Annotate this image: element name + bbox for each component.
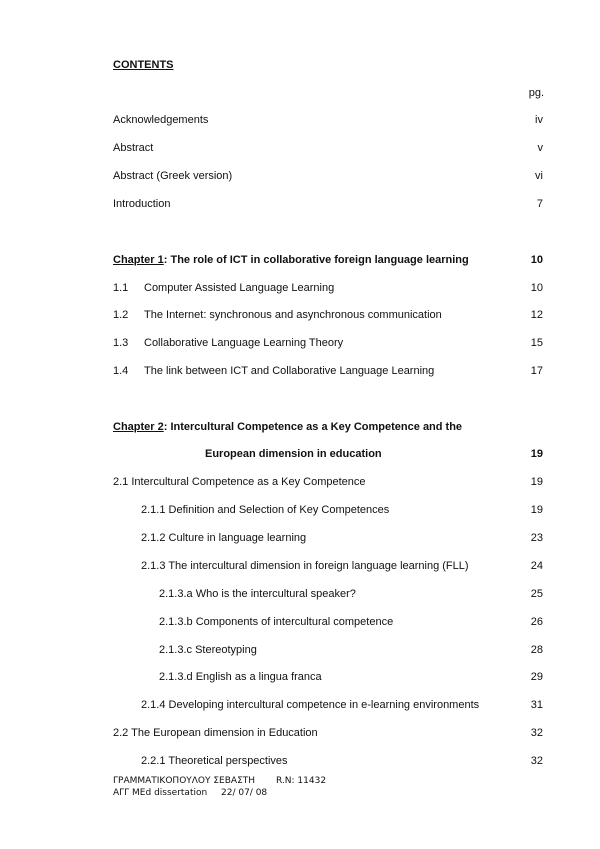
toc-entry	[0, 169, 600, 183]
page-column-label: pg.	[528, 87, 544, 99]
contents-heading-row	[0, 58, 600, 72]
toc-entry-page: 32	[530, 755, 543, 767]
toc-entry-page: 26	[530, 616, 543, 628]
footer-date: 22/ 07/ 08	[221, 788, 268, 798]
toc-entry-title: 2.1.3 The intercultural dimension in foreign language learning (FLL)	[141, 560, 469, 572]
toc-entry-title: Abstract (Greek version)	[113, 170, 233, 182]
toc-entry-page: 19	[530, 504, 543, 516]
toc-entry-page: 24	[530, 560, 543, 572]
toc-entry-number: 1.4	[113, 365, 129, 377]
toc-entry-title: 2.1.3.d English as a lingua franca	[159, 671, 322, 683]
toc-entry-page: 19	[530, 476, 543, 488]
toc-entry-page: 10	[530, 282, 543, 294]
toc-entry-title: Acknowledgements	[113, 114, 209, 126]
toc-entry	[0, 308, 600, 322]
chapter-1-heading	[0, 253, 600, 267]
chapter-1-label: Chapter 1	[113, 254, 164, 266]
chapter-1-title-group	[113, 253, 469, 267]
toc-entry	[0, 475, 600, 489]
toc-entry	[0, 503, 600, 517]
toc-entry-title: 2.1 Intercultural Competence as a Key Competence	[113, 476, 366, 488]
toc-entry-title: Introduction	[113, 198, 171, 210]
toc-entry-title: 2.1.4 Developing intercultural competence in e-learning environments	[141, 699, 480, 711]
toc-entry-title: 2.1.2 Culture in language learning	[141, 532, 307, 544]
toc-entry	[0, 141, 600, 155]
toc-entry-page: 23	[530, 532, 543, 544]
toc-entry-number: 1.1	[113, 282, 129, 294]
toc-entry-title: 2.1.1 Definition and Selection of Key Competences	[141, 504, 390, 516]
chapter-2-heading-line2	[0, 447, 600, 461]
footer-program: ΑΓΓ MEd dissertation	[113, 788, 208, 798]
chapter-2-title-line2: European dimension in education	[205, 448, 382, 460]
toc-entry-title: Computer Assisted Language Learning	[144, 282, 335, 294]
toc-entry	[0, 197, 600, 211]
toc-entry	[0, 559, 600, 573]
toc-entry	[0, 364, 600, 378]
chapter-2-heading	[0, 420, 600, 434]
toc-entry	[0, 336, 600, 350]
footer-line-1	[113, 776, 413, 787]
chapter-2-label: Chapter 2	[113, 421, 164, 433]
toc-entry	[0, 726, 600, 740]
toc-entry-title: Abstract	[113, 142, 154, 154]
toc-entry-title: 2.1.3.b Components of intercultural competence	[159, 616, 394, 628]
chapter-1-title: : The role of ICT in collaborative foreign language learning	[163, 254, 469, 266]
toc-entry-title: 2.1.3.a Who is the intercultural speaker?	[159, 588, 356, 600]
toc-entry-title: 2.2.1 Theoretical perspectives	[141, 755, 288, 767]
toc-entry	[0, 113, 600, 127]
toc-entry-page: 17	[530, 365, 543, 377]
toc-entry-title: Collaborative Language Learning Theory	[144, 337, 344, 349]
chapter-2-title-line1: : Intercultural Competence as a Key Competence and the	[163, 421, 463, 433]
toc-entry-number: 1.3	[113, 337, 129, 349]
toc-entry	[0, 754, 600, 768]
toc-entry-title: 2.2 The European dimension in Education	[113, 727, 318, 739]
toc-entry-page: 28	[530, 644, 543, 656]
toc-entry-title: The link between ICT and Collaborative Language Learning	[144, 365, 435, 377]
toc-entry	[0, 587, 600, 601]
toc-entry-page: 12	[530, 309, 543, 321]
chapter-2-page: 19	[530, 448, 543, 460]
footer-registration: R.N: 11432	[276, 776, 327, 786]
toc-entry-page: vi	[535, 170, 543, 182]
toc-entry	[0, 281, 600, 295]
toc-entry-page: v	[537, 142, 543, 154]
toc-entry-title: 2.1.3.c Stereotyping	[159, 644, 257, 656]
footer-line-2	[113, 788, 413, 799]
page-column-label-row	[0, 86, 600, 100]
toc-entry-title: The Internet: synchronous and asynchronous communication	[144, 309, 442, 321]
toc-entry-page: 15	[530, 337, 543, 349]
contents-heading: CONTENTS	[113, 59, 174, 71]
toc-entry-number: 1.2	[113, 309, 129, 321]
toc-entry-page: 32	[530, 727, 543, 739]
chapter-2-title-group	[113, 420, 462, 434]
footer-author: ΓΡΑΜΜΑΤΙΚΟΠΟΥΛΟΥ ΣΕΒΑΣΤΗ	[113, 776, 256, 786]
toc-entry-page: 7	[536, 198, 543, 210]
toc-entry-page: 25	[530, 588, 543, 600]
toc-entry-page: iv	[535, 114, 543, 126]
toc-entry-page: 31	[530, 699, 543, 711]
toc-entry	[0, 670, 600, 684]
toc-entry-page: 29	[530, 671, 543, 683]
toc-entry	[0, 698, 600, 712]
toc-entry	[0, 615, 600, 629]
toc-entry	[0, 643, 600, 657]
toc-entry	[0, 531, 600, 545]
chapter-1-page: 10	[530, 254, 543, 266]
